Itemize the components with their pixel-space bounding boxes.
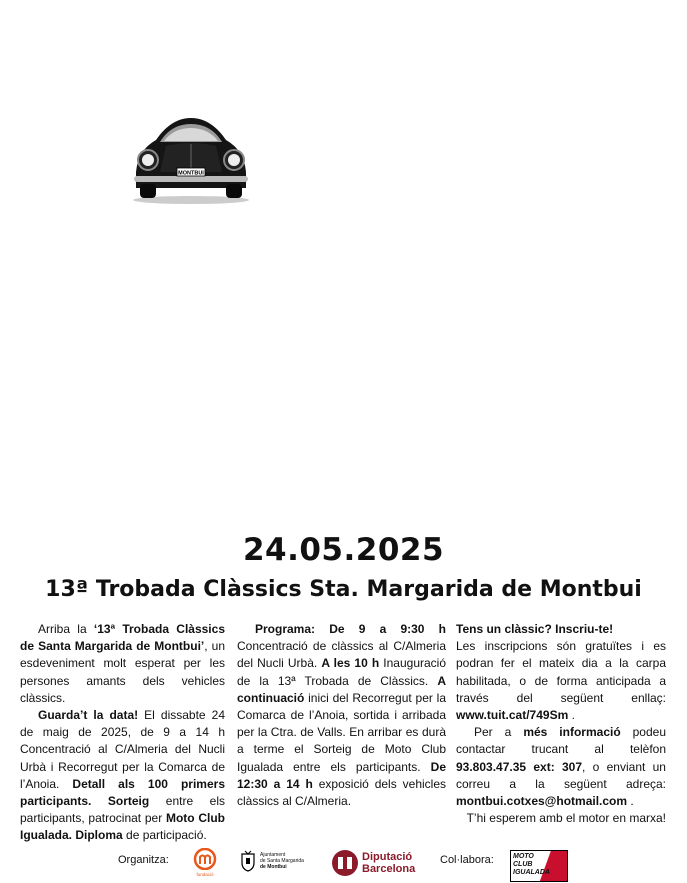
info-paragraph: Per a més informació podeu contactar trucant al telèfon 93.803.47.35 ext: 307, o enviant un correu a la següent adreça: montbui.cotxes@hotmail.com . <box>456 725 667 809</box>
collabora-label: Col·labora: <box>440 854 494 866</box>
license-plate: MONTBUI <box>178 170 204 177</box>
email-address[interactable]: montbui.cotxes@hotmail.com <box>456 794 628 809</box>
registration-paragraph: Les inscripcions són gratuïtes i es podran fer el mateix dia a la carpa habilitada, o de forma anticipada a través del següent enllaç: www.tuit.cat/749Sm . <box>456 639 666 723</box>
sponsors-footer <box>0 848 687 883</box>
fundacio-logo: fundació <box>192 848 218 877</box>
registration-link[interactable]: www.tuit.cat/749Sm <box>456 708 569 723</box>
event-title: 13ª Trobada Clàssics Sta. Margarida de Montbui <box>45 577 642 602</box>
intro-paragraph: Arriba la ‘13ª Trobada Clàssics de Santa Margarida de Montbui’, un esdeveniment molt esperat per les persones amants dels vehicles clàssics. <box>20 622 226 705</box>
moto-club-igualada-logo: MOTO CLUB IGUALADA <box>510 850 568 882</box>
vintage-car-image <box>126 110 256 205</box>
phone-number[interactable]: 93.803.47.35 ext: 307 <box>456 759 583 774</box>
fundacio-m-icon <box>192 848 218 870</box>
registration-column <box>456 621 666 827</box>
ajuntament-shield-icon <box>240 850 256 872</box>
intro-column <box>20 621 225 845</box>
closing-line: T’hi esperem amb el motor en marxa! <box>466 811 666 826</box>
diputacio-emblem-icon <box>332 850 358 876</box>
date-paragraph: Guarda’t la data! El dissabte 24 de maig de 2025, de 9 a 14 h Concentració al C/Almeria del Nucli Urbà i Recorregut per la Comarca de l’Anoia. Detall als 100 primers participants. Sorteig entre els participants, patrocinat per Moto Club Igualada. Diploma de participació. <box>20 708 225 843</box>
ajuntament-logo: Ajuntament de Santa Margarida de Montbui <box>240 850 304 872</box>
registration-heading: Tens un clàssic? Inscriu-te! <box>456 622 614 636</box>
program-column <box>237 621 446 810</box>
diputacio-barcelona-logo: Diputació Barcelona <box>332 850 415 876</box>
event-date: 24.05.2025 <box>242 532 445 568</box>
organitza-label: Organitza: <box>118 854 169 866</box>
program-paragraph: Programa: De 9 a 9:30 h Concentració de clàssics al C/Almeria del Nucli Urbà. A les 10 h Inauguració de la 13ª Trobada de Clàssics. A continuació inici del Recorregut per la Comarca de l’Anoia, sortida i arribada per la Ctra. de Valls. En arribar es durà a terme el Sorteig de Moto Club Igualada entre els participants. De 12:30 a 14 h exposició dels vehicles clàssics al C/Almeria. <box>237 622 447 809</box>
